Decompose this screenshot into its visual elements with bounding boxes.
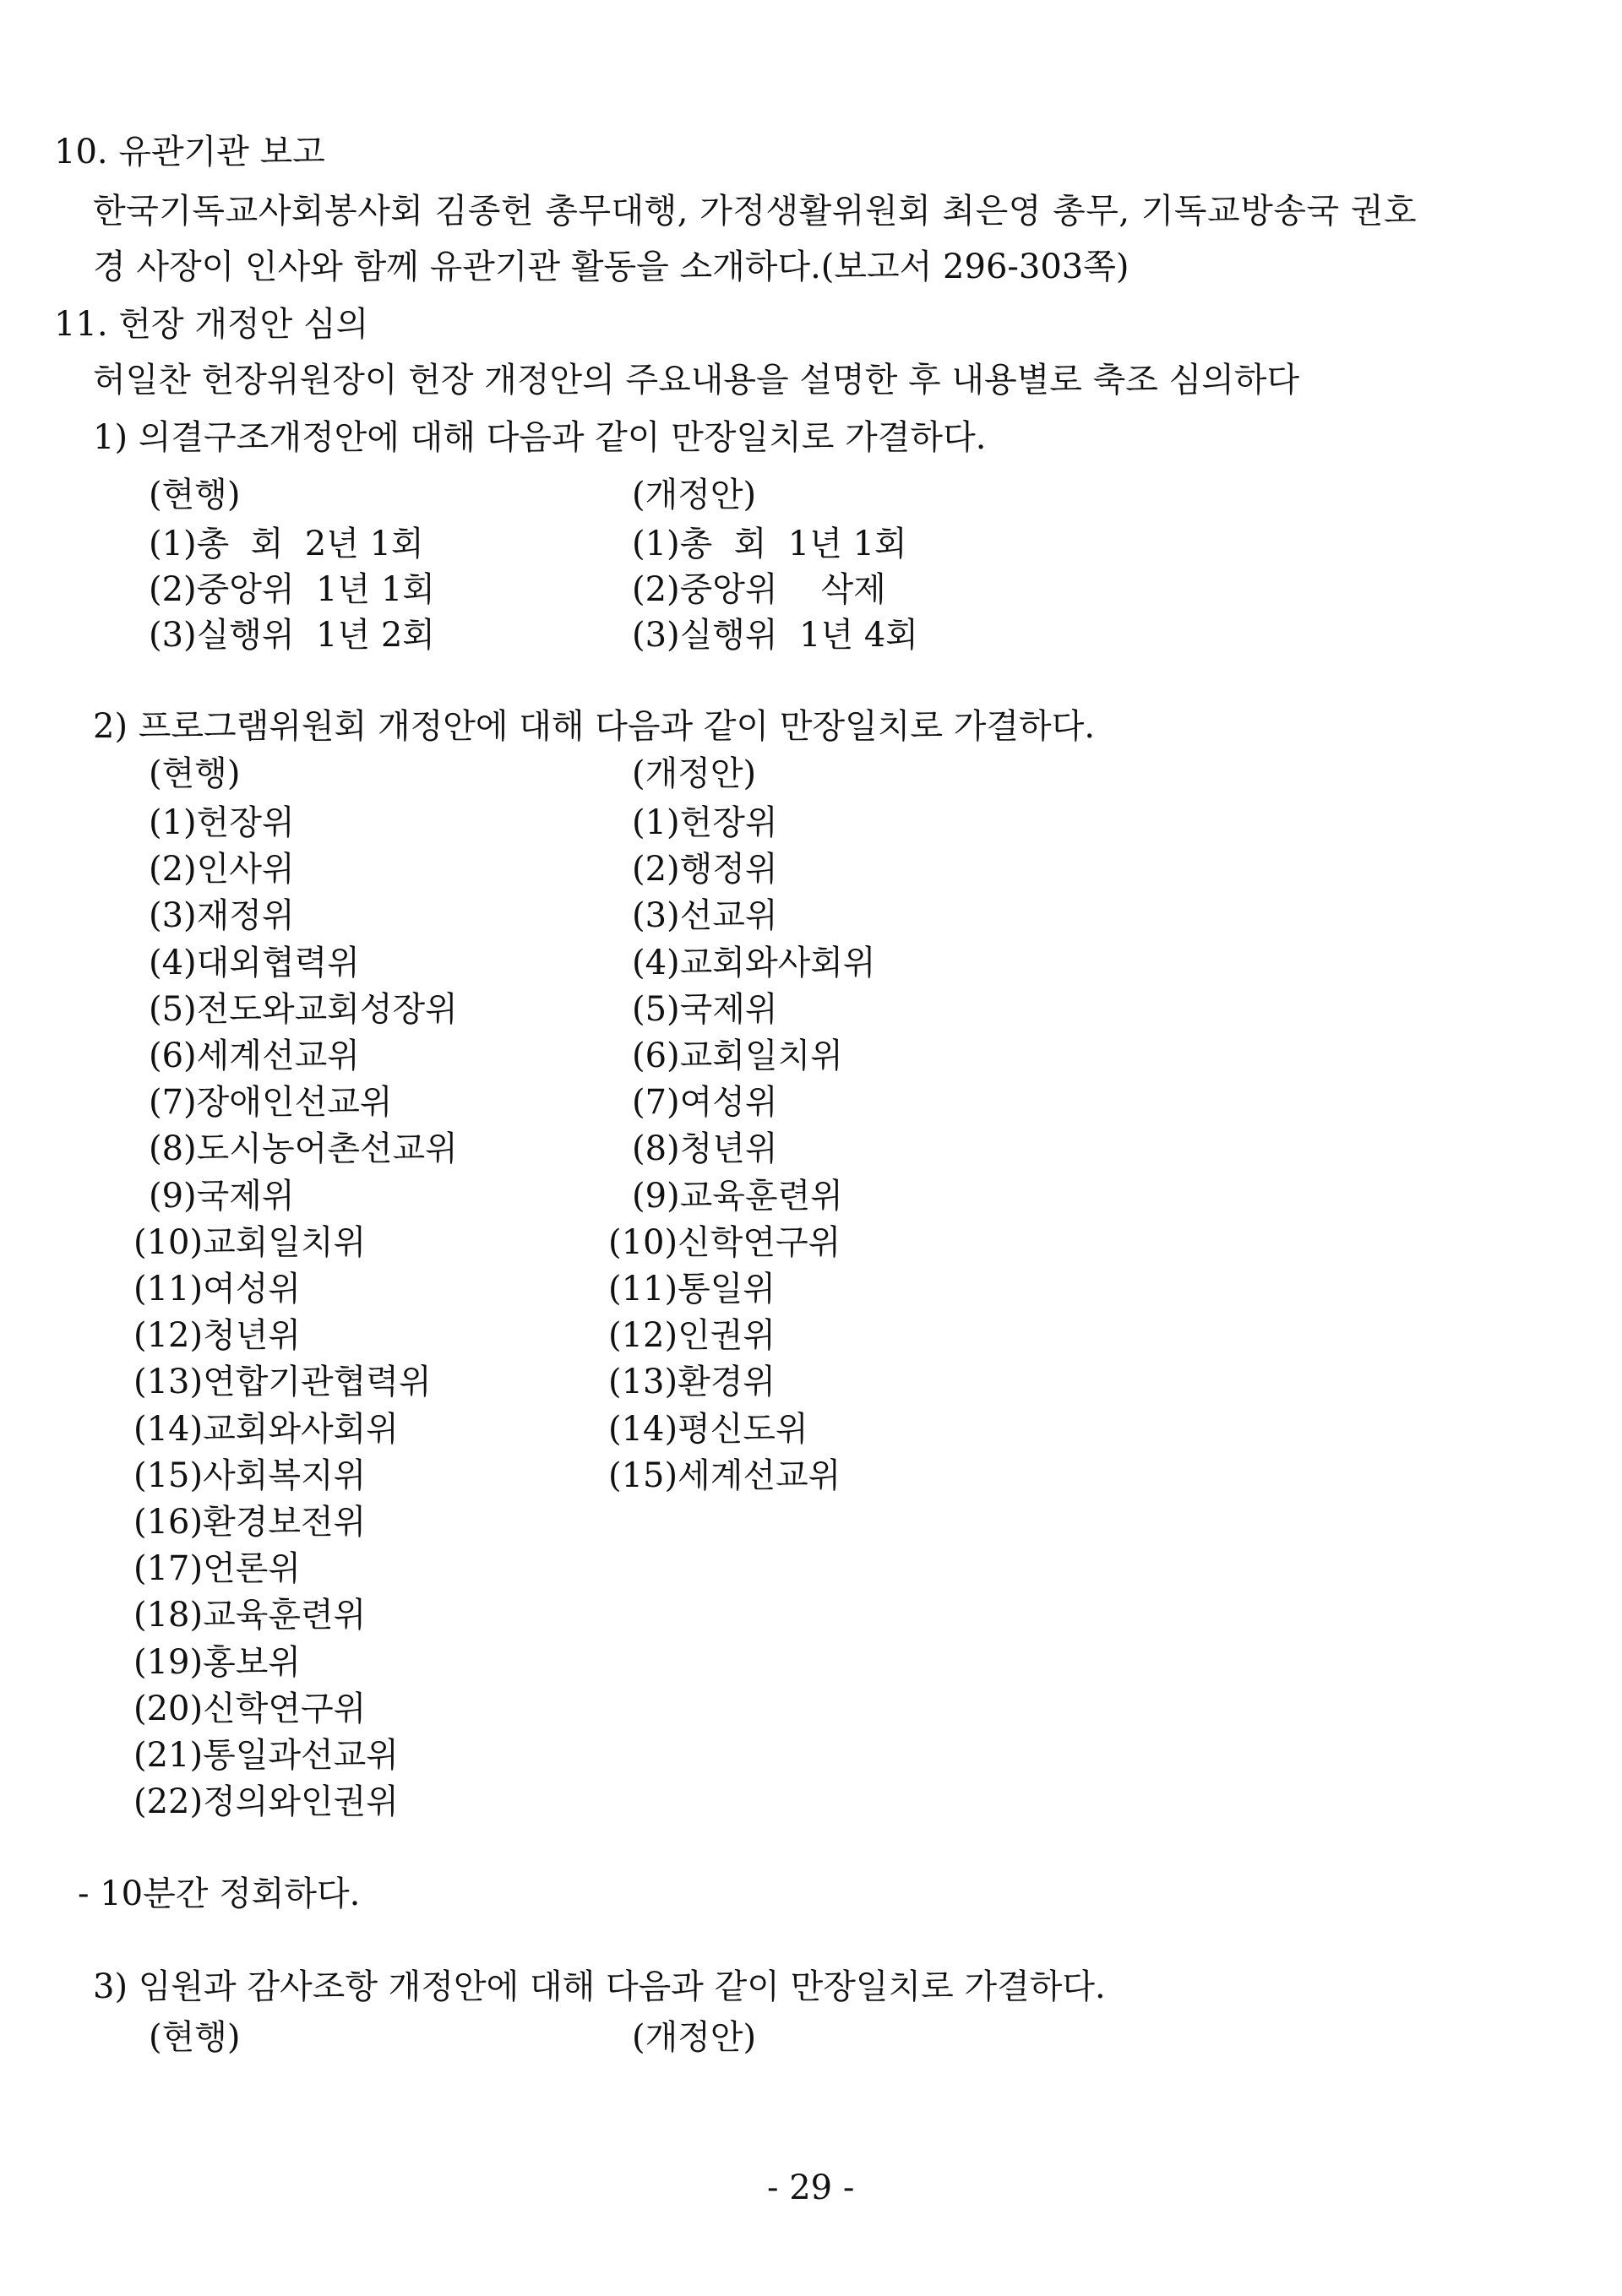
list-item: (15)사회복지위 <box>133 1455 367 1495</box>
item-1-title: 1) 의결구조개정안에 대해 다음과 같이 만장일치로 가결하다. <box>93 418 987 457</box>
list-item: (13)연합기관협력위 <box>133 1363 432 1402</box>
list-item: (5)전도와교회성장위 <box>149 989 458 1029</box>
list-item: (3)실행위 1년 4회 <box>632 616 918 655</box>
item-3-proposed-label: (개정안) <box>632 2018 757 2057</box>
list-item: (12)청년위 <box>133 1316 302 1356</box>
item-2-proposed-label: (개정안) <box>632 754 757 793</box>
list-item: (4)교회와사회위 <box>632 943 876 982</box>
item-2-current-label: (현행) <box>149 754 241 793</box>
section-11-heading: 11. 헌장 개정안 심의 <box>54 305 369 344</box>
list-item: (2)중앙위 삭제 <box>632 570 886 609</box>
list-item: (2)행정위 <box>632 850 778 890</box>
section-10-heading: 10. 유관기관 보고 <box>54 133 325 171</box>
section-11-intro: 허일찬 헌장위원장이 헌장 개정안의 주요내용을 설명한 후 내용별로 축조 심의하다 <box>93 361 1300 400</box>
item-3-current-label: (현행) <box>149 2018 241 2057</box>
item-3-title: 3) 임원과 감사조항 개정안에 대해 다음과 같이 만장일치로 가결하다. <box>93 1967 1106 2006</box>
list-item: (2)인사위 <box>149 850 295 890</box>
list-item: (8)청년위 <box>632 1129 778 1169</box>
list-item: (17)언론위 <box>133 1549 302 1589</box>
item-1-proposed-label: (개정안) <box>632 476 757 514</box>
list-item: (9)국제위 <box>149 1176 295 1216</box>
list-item: (4)대외협력위 <box>149 943 360 982</box>
list-item: (1)총 회 2년 1회 <box>149 525 424 563</box>
list-item: (6)세계선교위 <box>149 1036 360 1075</box>
list-item: (20)신학연구위 <box>133 1689 367 1728</box>
list-item: (12)인권위 <box>608 1316 776 1356</box>
list-item: (3)선교위 <box>632 896 778 936</box>
recess-note: - 10분간 정회하다. <box>78 1874 361 1913</box>
list-item: (18)교육훈련위 <box>133 1596 367 1635</box>
list-item: (21)통일과선교위 <box>133 1736 399 1775</box>
list-item: (9)교육훈련위 <box>632 1176 843 1216</box>
list-item: (14)평신도위 <box>608 1409 808 1449</box>
page-number: - 29 - <box>767 2168 855 2207</box>
list-item: (11)통일위 <box>608 1270 776 1309</box>
list-item: (10)교회일치위 <box>133 1222 367 1262</box>
list-item: (22)정의와인권위 <box>133 1782 399 1822</box>
item-2-title: 2) 프로그램위원회 개정안에 대해 다음과 같이 만장일치로 가결하다. <box>93 707 1096 746</box>
list-item: (16)환경보전위 <box>133 1503 367 1542</box>
list-item: (11)여성위 <box>133 1270 302 1309</box>
list-item: (1)총 회 1년 1회 <box>632 525 907 563</box>
list-item: (19)홍보위 <box>133 1642 302 1682</box>
section-10-text-line1: 한국기독교사회봉사회 김종헌 총무대행, 가정생활위원회 최은영 총무, 기독교방송국 권호 <box>93 192 1418 231</box>
list-item: (10)신학연구위 <box>608 1222 841 1262</box>
section-10-text-line2: 경 사장이 인사와 함께 유관기관 활동을 소개하다.(보고서 296-303쪽) <box>93 248 1129 286</box>
list-item: (2)중앙위 1년 1회 <box>149 570 435 609</box>
list-item: (1)헌장위 <box>632 803 778 842</box>
list-item: (8)도시농어촌선교위 <box>149 1129 458 1169</box>
list-item: (14)교회와사회위 <box>133 1409 399 1449</box>
list-item: (7)장애인선교위 <box>149 1083 393 1123</box>
list-item: (1)헌장위 <box>149 803 295 842</box>
list-item: (7)여성위 <box>632 1083 778 1123</box>
item-1-current-label: (현행) <box>149 476 241 514</box>
list-item: (3)실행위 1년 2회 <box>149 616 435 655</box>
list-item: (15)세계선교위 <box>608 1455 841 1495</box>
list-item: (3)재정위 <box>149 896 295 936</box>
list-item: (13)환경위 <box>608 1363 776 1402</box>
list-item: (5)국제위 <box>632 989 778 1029</box>
list-item: (6)교회일치위 <box>632 1036 843 1075</box>
